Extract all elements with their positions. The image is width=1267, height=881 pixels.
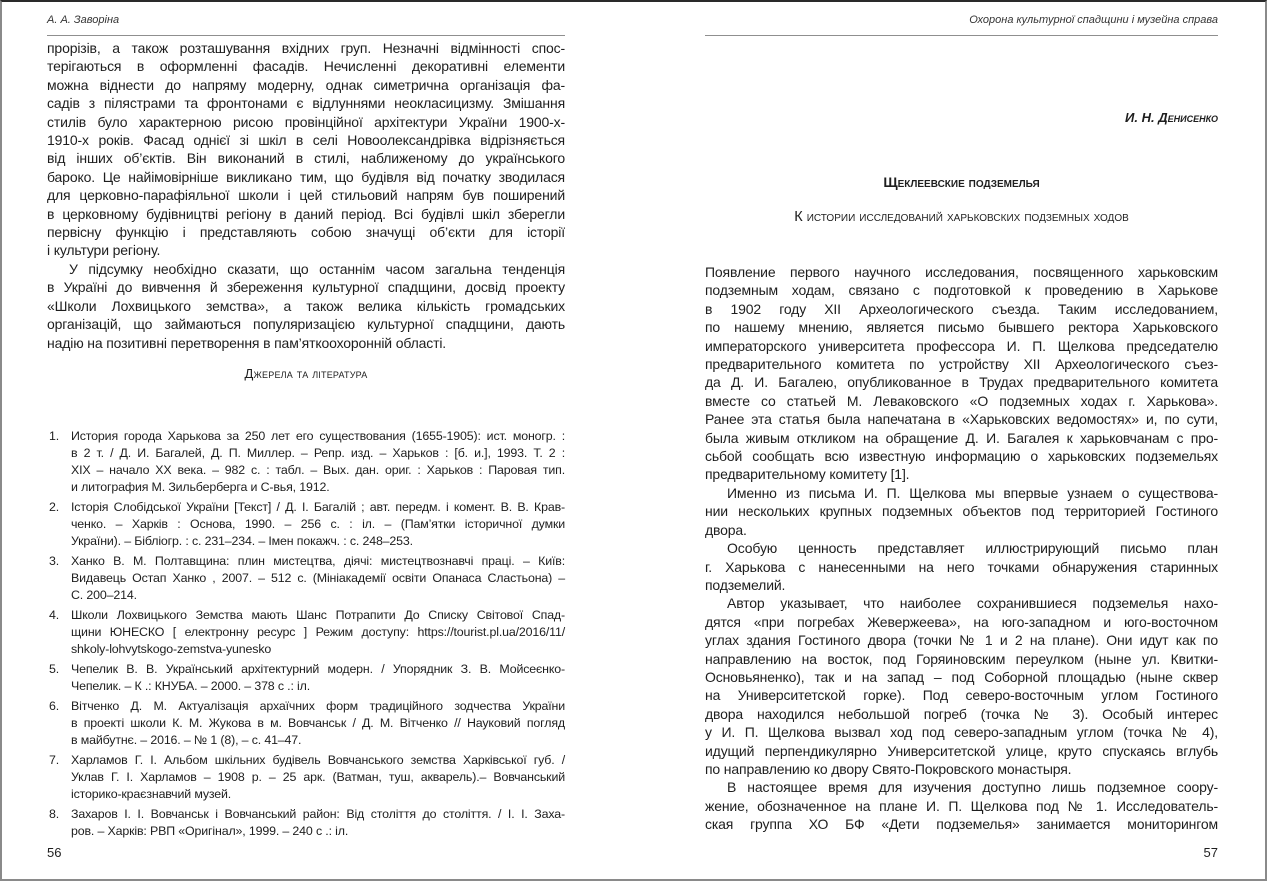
text-line: бароко. Це найімовірніше викликано тим, що будівля від початку зводилася [47, 168, 565, 185]
reference-line: в майбутнє. – 2016. – № 1 (8), – с. 41–47. [71, 733, 302, 747]
reference-number: 3. [49, 554, 60, 568]
text-line: прорізів, а також розташування вхідних груп. Незначні відмінності спос- [47, 40, 565, 56]
paragraph [705, 778, 1218, 833]
reference-item [47, 698, 565, 749]
text-line: і культури регіону. [47, 242, 161, 259]
reference-line: Захаров І. І. Вовчанськ і Вовчанський район: Від століття до століття. / І. І. Заха- [71, 807, 565, 821]
text-line: первісну функцію і представляють собою значущі об’єкти для історії [47, 224, 565, 241]
text-line: сьбой сообщать всю известную информацию о харьковских подземельях [705, 448, 1218, 465]
reference-item [47, 553, 565, 604]
reference-line: shkoly-lohvytskogo-zemstva-yunesko [71, 642, 272, 656]
text-line: садів з пілястрами та фронтонами є відлуннями неокласицизму. Змішання [47, 95, 565, 112]
text-line: по направлению ко двору Свято-Покровского монастыря. [705, 760, 1072, 777]
text-line: від інших об’єктів. Він виконаний в стилі, наближеному до українського [47, 150, 565, 167]
reference-number: 4. [49, 608, 60, 622]
reference-item [47, 428, 565, 496]
paragraph [705, 263, 1218, 484]
text-line: у И. П. Щелкова вызвал ход под северо-западным углом (точка № 4), [705, 724, 1218, 741]
reference-line: Уклав Г. І. Харламов – 1908 р. – 25 арк. (Ватман, туш, акварель).– Вовчанський [71, 770, 565, 784]
text-line: стилів було характерною рисою провінційної архітектури України 1900-х- [47, 113, 565, 130]
text-line: предварительному комитету [1]. [705, 466, 910, 483]
text-line: углах здания Гостиного двора (точки № 1 и 2 на плане). Они идут как по [705, 632, 1218, 649]
reference-line: и литография М. Зильберберга и С-вья, 1912. [71, 480, 330, 494]
references-heading: Джерела та література [244, 366, 368, 381]
reference-number: 8. [49, 807, 60, 821]
text-line: двора. [705, 521, 747, 538]
text-line: організацій, що займаються популяризацією культурної спадщини, дають [47, 316, 565, 333]
reference-line: XIX – начало XX века. – 982 с. : табл. – Вых. дан. ориг. : Харьков : Паровая тип. [71, 463, 565, 477]
reference-number: 2. [49, 500, 60, 514]
paragraph [705, 484, 1218, 539]
body-text [705, 263, 1218, 834]
reference-number: 7. [49, 753, 60, 767]
reference-line: Видавець Остап Ханко , 2007. – 512 с. (Мініакадемії освіти Опанаса Сластьона) – [71, 571, 565, 585]
text-line: Появление первого научного исследования, посвященного харьковским [705, 264, 1218, 280]
references-list [47, 428, 565, 843]
text-line: по нашему мнению, является письмо бывшего ректора Харьковского [705, 319, 1218, 336]
text-line: Именно из письма И. П. Щелкова мы впервые узнаем о существова- [727, 484, 1218, 501]
paragraph [705, 594, 1218, 778]
reference-item [47, 806, 565, 840]
running-head-section: Охорона культурної спадщини і музейна справа [969, 14, 1218, 26]
text-line: Автор указывает, что наиболее сохранившиеся подземелья нахо- [727, 595, 1218, 612]
text-line: 1910-х років. Фасад однієї зі шкіл в селі Новоолександрівка відрізняється [47, 132, 565, 149]
text-line: предварительного комитета по устройству XII Археологического съез- [705, 356, 1218, 373]
reference-line: Історія Слобідської України [Текст] / Д. І. Багалій ; авт. передм. і комент. В. В. Крав- [71, 500, 565, 514]
text-line: идущий перпендикулярно Университетской улице, круто спускаясь вглубь [705, 742, 1218, 759]
header-rule [47, 35, 565, 36]
article-subtitle: К истории исследований харьковских подземных ходов [794, 209, 1129, 225]
reference-line: Чепелик В. В. Український архітектурний модерн. / Упорядник З. В. Мойсеєнко- [71, 662, 565, 676]
reference-line[interactable]: щини ЮНЕСКО [ електронну ресурс ] Режим доступу: https://tourist.pl.ua/2016/11/ [71, 625, 565, 639]
text-line: дятся «при погребах Жевержеева», на юго-западном и юго-восточном [705, 613, 1218, 630]
article-author: И. Н. Денисенко [1125, 110, 1218, 125]
article-title: Щеклеевские подземелья [883, 174, 1040, 190]
reference-item [47, 752, 565, 803]
page-number: 57 [1203, 845, 1218, 860]
body-text [47, 39, 565, 352]
reference-number: 6. [49, 699, 60, 713]
text-line: Ранее эта статья была напечатана в «Харьковских ведомостях» и, по сути, [705, 411, 1218, 428]
text-line: жение, обозначенное на плане И. П. Щелкова под № 1. Исследователь- [705, 797, 1218, 814]
paragraph [705, 539, 1218, 594]
reference-number: 5. [49, 662, 60, 676]
text-line: подземным ходам, связано с подготовкой к проведению в Харькове [705, 282, 1218, 299]
reference-line: Вітченко Д. М. Актуалізація архаїчних форм традиційного зодчества України [71, 699, 565, 713]
reference-line: ченко. – Харків : Основа, 1990. – 256 с. : іл. – (Пам’ятки історичної думки [71, 517, 565, 531]
reference-line: История города Харькова за 250 лет его существования (1655-1905): ист. моногр. : [71, 429, 565, 443]
reference-line: Чепелик. – К .: КНУБА. – 2000. – 378 с .: іл. [71, 679, 311, 693]
text-line: Основьяненко), так и на запад – под Соборной площадью (ныне сквер [705, 668, 1218, 685]
reference-line: України). – Бібліогр. : с. 231–234. – Імен покажч. : с. 248–253. [71, 534, 413, 548]
text-line: на Университетской горке). Под северо-восточным углом Гостиного [705, 687, 1218, 704]
running-head-author: А. А. Заворіна [47, 14, 120, 26]
reference-item [47, 607, 565, 658]
text-line: В настоящее время для изучения доступно лишь подземное соору- [727, 779, 1218, 796]
text-line: императорского университета профессора И. П. Щелкова председателю [705, 337, 1218, 354]
reference-line: в проекті школи К. М. Жукова в м. Вовчанськ / Д. М. Вітченко // Науковий погляд [71, 716, 565, 730]
reference-item [47, 661, 565, 695]
text-line: в Україні до вивчення й збереження культурної спадщини, досвід проекту [47, 279, 565, 296]
reference-line: Школи Лохвицького Земства мають Шанс Потрапити До Списку Світової Спад- [71, 608, 565, 622]
paragraph [47, 260, 565, 352]
text-line: можна віднести до напряму модерну, однак симетрична організація фа- [47, 76, 565, 93]
text-line: для церковно-парафіяльної школи і цей стильовий напрям був поширений [47, 187, 565, 204]
reference-number: 1. [49, 429, 60, 443]
paragraph [47, 39, 565, 260]
text-line: надію на позитивні перетворення в пам’яткоохоронній області. [47, 334, 447, 351]
header-rule [705, 35, 1218, 36]
text-line: ская группа ХО БФ «Дети подземелья» занимается мониторингом [705, 816, 1218, 833]
text-line: в 1902 году XII Археологического съезда. Таким исследованием, [705, 300, 1218, 317]
text-line: направлению на восток, под Горяиновским переулком (ныне ул. Квитки- [705, 650, 1218, 667]
text-line: «Школи Лохвицького земства», а також велика кількість громадських [47, 297, 565, 314]
text-line: Особую ценность представляет иллюстрирующий письмо план [727, 540, 1218, 557]
text-line: в церковному будівництві регіону в даний період. Всі будівлі шкіл зберегли [47, 205, 565, 222]
reference-line: С. 200–214. [71, 588, 137, 602]
page-number: 56 [47, 845, 62, 860]
text-line: да Д. И. Багалею, опубликованное в Трудах предварительного комитета [705, 374, 1218, 391]
text-line: терігаються в оформленні фасадів. Нечисленні декоративні елементи [47, 58, 565, 75]
text-line: вместе со статьей М. Леваковского «О подземных ходах г. Харькова». [705, 392, 1218, 409]
reference-line: ров. – Харків: РВП «Оригінал», 1999. – 240 с .: іл. [71, 824, 349, 838]
reference-item [47, 499, 565, 550]
reference-line: Харламов Г. І. Альбом шкільних будівель Вовчанського земства Харківської губ. / [71, 753, 565, 767]
reference-line: історико-краєзнавчий музей. [71, 787, 232, 801]
text-line: двора находился небольшой погреб (точка № 3). Особый интерес [705, 705, 1218, 722]
text-line: г. Харькова с нанесенными на него точками обнаружения старинных [705, 558, 1218, 575]
text-line: была живым откликом на обращение Д. И. Багалея к харьковчанам с про- [705, 429, 1218, 446]
reference-line: Ханко В. М. Полтавщина: плин мистецтва, діячі: мистецтвознавчі праці. – Київ: [71, 554, 565, 568]
text-line: нии нескольких крупных подземных объектов под территорией Гостиного [705, 503, 1218, 520]
text-line: подземелий. [705, 576, 786, 593]
text-line: У підсумку необхідно сказати, що останнім часом загальна тенденція [69, 260, 565, 277]
reference-line: в 2 т. / Д. И. Багалей, Д. П. Миллер. – Репр. изд. – Харьков : [б. и.], 1993. Т. 2 : [71, 446, 565, 460]
